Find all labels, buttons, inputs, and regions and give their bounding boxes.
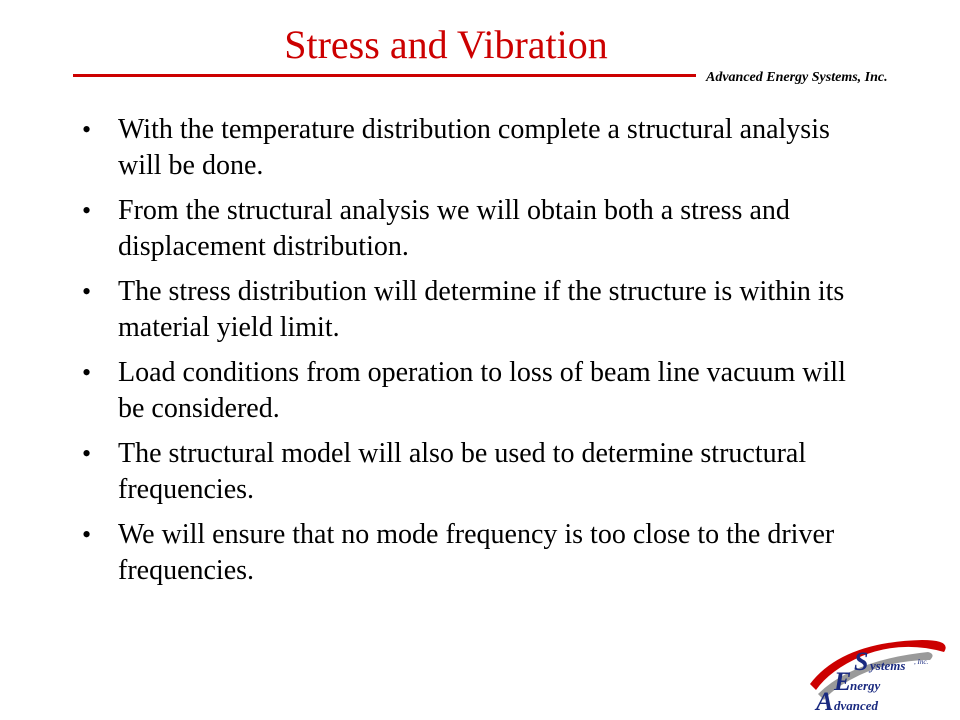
logo-s-initial: S [854,647,869,676]
slide-title: Stress and Vibration [284,22,608,67]
company-logo [802,638,952,714]
logo-systems-text: ystems [870,658,906,673]
logo-a-initial: A [816,687,834,714]
company-logo-graphic [802,638,952,714]
bullet-item [82,193,872,265]
bullet-item [82,517,872,589]
bullet-text: Load conditions from operation to loss of beam line vacuum will be considered. [118,357,846,424]
title-underline [73,74,696,77]
bullet-icon: • [82,196,92,225]
bullet-text: The stress distribution will determine if the structure is within its material yield limit. [118,276,845,343]
logo-advanced-text: dvanced [834,698,879,713]
bullet-text: We will ensure that no mode frequency is too close to the driver frequencies. [118,519,835,586]
logo-energy-text: nergy [850,678,881,693]
bullet-item [82,274,872,346]
bullet-icon: • [82,115,92,144]
bullet-icon: • [82,520,92,549]
bullet-icon: • [82,277,92,306]
bullet-item [82,436,872,508]
bullet-list [82,112,872,598]
company-name: Advanced Energy Systems, Inc. [706,70,888,85]
bullet-item [82,112,872,184]
bullet-icon: • [82,358,92,387]
bullet-text: The structural model will also be used to determine structural frequencies. [118,438,807,505]
bullet-item [82,355,872,427]
bullet-text: From the structural analysis we will obtain both a stress and displacement distribution. [118,195,790,262]
bullet-text: With the temperature distribution complete a structural analysis will be done. [118,114,830,181]
bullet-icon: • [82,439,92,468]
logo-e-initial: E [834,667,852,696]
logo-inc-text: , Inc. [914,658,929,666]
